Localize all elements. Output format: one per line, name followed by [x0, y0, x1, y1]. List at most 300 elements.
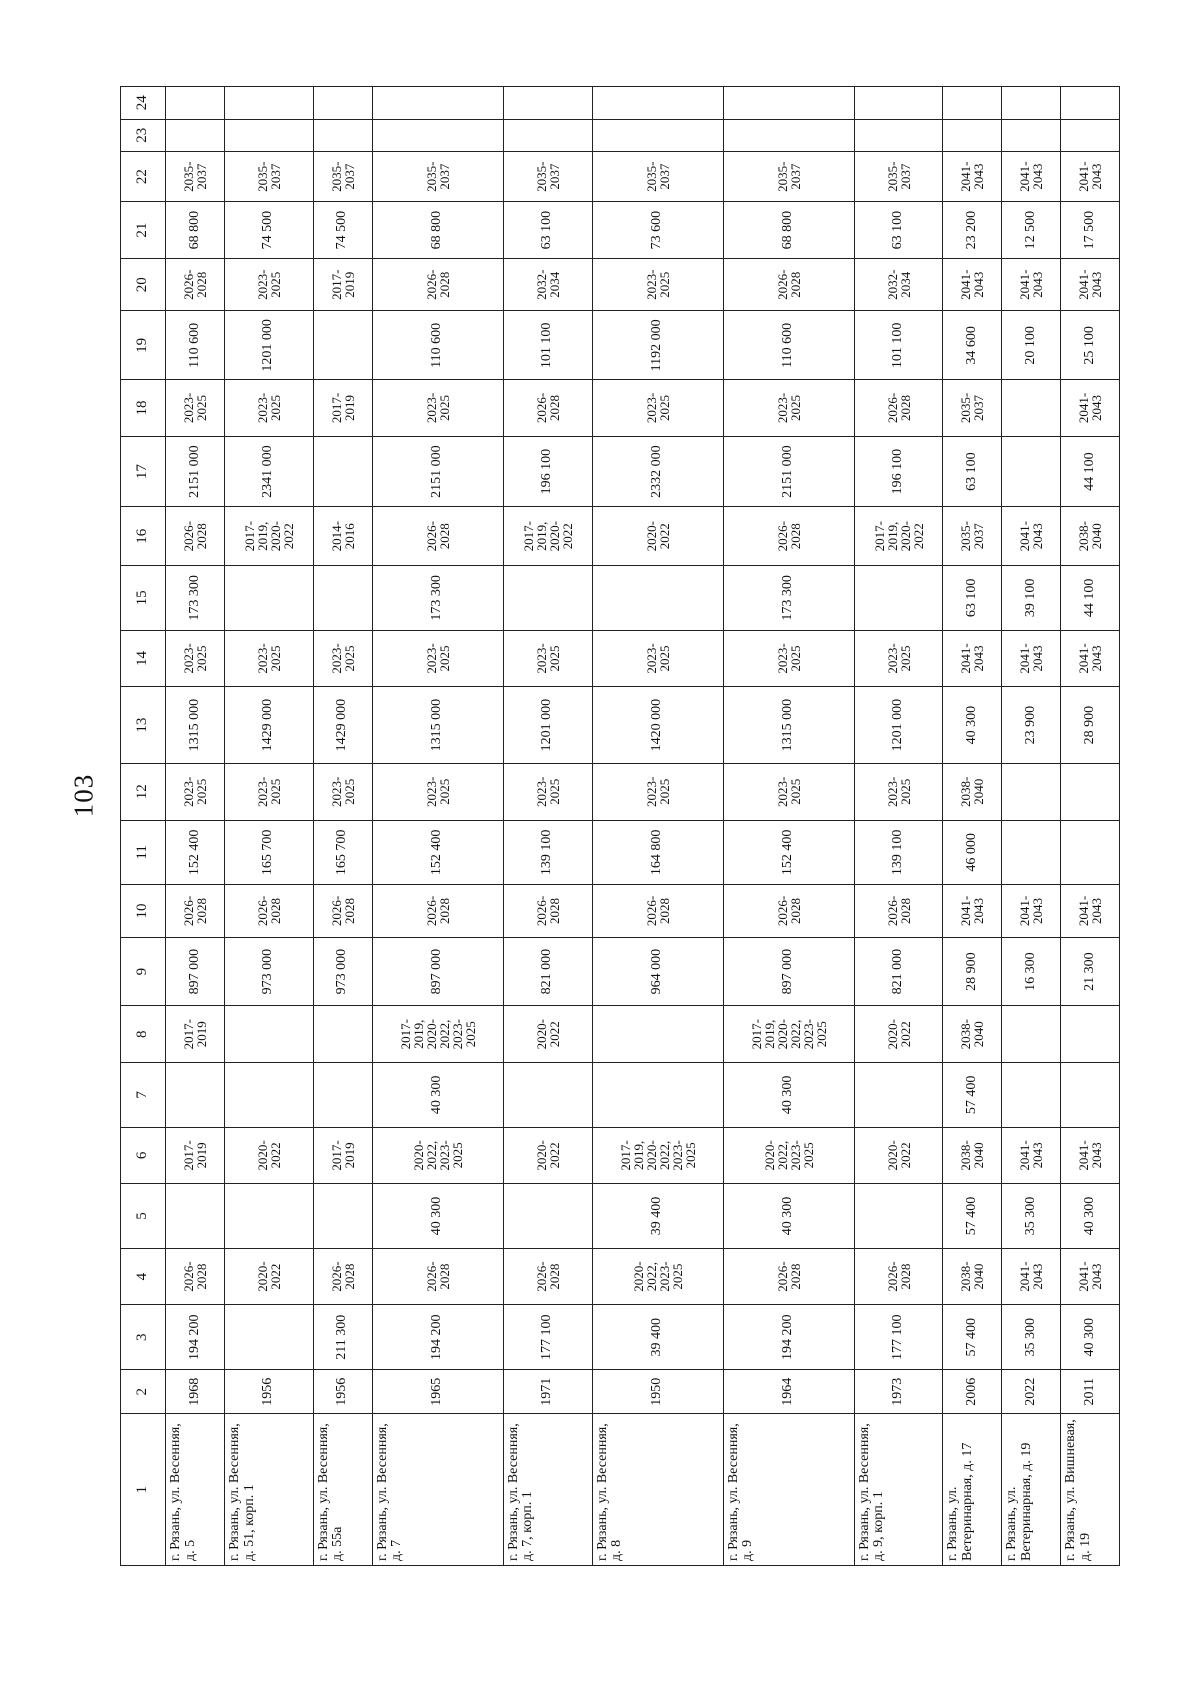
table-cell	[313, 87, 372, 120]
table-cell	[1061, 1006, 1120, 1063]
table-cell: 1192 000	[592, 311, 723, 380]
column-header-13: 13	[121, 687, 166, 764]
table-cell: 2026- 2028	[166, 507, 225, 566]
table-cell: 2023- 2025	[854, 630, 943, 687]
housing-repair-schedule-table	[120, 86, 1120, 1566]
table-row	[1061, 87, 1120, 1566]
column-header-16: 16	[121, 507, 166, 566]
table-cell: 74 500	[224, 202, 313, 259]
table-cell: 194 200	[723, 1305, 854, 1370]
table-cell: 40 300	[1061, 1184, 1120, 1249]
table-cell: 35 300	[1002, 1305, 1061, 1370]
table-cell	[1061, 119, 1120, 151]
table-cell: 23 900	[1002, 687, 1061, 764]
table-cell: 1420 000	[592, 687, 723, 764]
table-cell: 2026- 2028	[723, 258, 854, 311]
table-cell: 2041- 2043	[1002, 1127, 1061, 1184]
table-cell	[1061, 87, 1120, 120]
table-cell: 40 300	[372, 1184, 503, 1249]
column-header-24: 24	[121, 87, 166, 120]
table-cell	[503, 1184, 592, 1249]
table-cell: 2041- 2043	[943, 258, 1002, 311]
table-cell: 2041- 2043	[1061, 630, 1120, 687]
table-cell: 2041- 2043	[1002, 1248, 1061, 1305]
table-cell: 173 300	[372, 566, 503, 631]
table-cell: 2023- 2025	[503, 764, 592, 821]
table-cell	[166, 1062, 225, 1127]
table-cell: 1950	[592, 1370, 723, 1414]
table-cell: 973 000	[313, 937, 372, 1006]
table-cell: 2035- 2037	[372, 151, 503, 202]
table-cell: 1973	[854, 1370, 943, 1414]
table-cell: 2023- 2025	[592, 764, 723, 821]
column-header-10: 10	[121, 885, 166, 938]
address-cell: г. Рязань, ул. Весенняя, д. 9	[723, 1414, 854, 1566]
table-cell: 2032- 2034	[854, 258, 943, 311]
table-cell	[503, 1062, 592, 1127]
column-header-23: 23	[121, 119, 166, 151]
table-cell: 2023- 2025	[224, 258, 313, 311]
table-cell: 34 600	[943, 311, 1002, 380]
table-cell: 68 800	[372, 202, 503, 259]
table-cell: 57 400	[943, 1062, 1002, 1127]
table-cell	[854, 119, 943, 151]
table-body	[166, 87, 1120, 1566]
table-cell: 2023- 2025	[723, 380, 854, 437]
table-cell: 2026- 2028	[224, 885, 313, 938]
table-cell: 2017- 2019	[313, 1127, 372, 1184]
table-cell: 2022	[1002, 1370, 1061, 1414]
table-cell: 2023- 2025	[224, 380, 313, 437]
table-cell: 40 300	[723, 1184, 854, 1249]
table-cell: 2006	[943, 1370, 1002, 1414]
table-cell: 2341 000	[224, 436, 313, 507]
column-header-1: 1	[121, 1414, 166, 1566]
table-cell	[503, 87, 592, 120]
table-cell: 2023- 2025	[166, 630, 225, 687]
table-cell	[943, 119, 1002, 151]
table-cell: 2023- 2025	[854, 764, 943, 821]
table-row	[854, 87, 943, 1566]
table-cell: 1315 000	[723, 687, 854, 764]
column-header-20: 20	[121, 258, 166, 311]
table-cell: 1956	[224, 1370, 313, 1414]
column-header-2: 2	[121, 1370, 166, 1414]
table-cell: 2020- 2022	[592, 507, 723, 566]
table-cell: 173 300	[723, 566, 854, 631]
table-cell	[372, 87, 503, 120]
table-cell	[224, 119, 313, 151]
table-cell: 2017- 2019	[313, 380, 372, 437]
table-cell	[313, 566, 372, 631]
table-cell: 2041- 2043	[1061, 1248, 1120, 1305]
table-cell: 1971	[503, 1370, 592, 1414]
table-cell: 2023- 2025	[166, 764, 225, 821]
address-cell: г. Рязань, ул. Ветеринарная, д. 17	[943, 1414, 1002, 1566]
column-header-18: 18	[121, 380, 166, 437]
table-cell: 1315 000	[166, 687, 225, 764]
table-cell: 2017- 2019, 2020- 2022, 2023- 2025	[592, 1127, 723, 1184]
table-cell	[1002, 87, 1061, 120]
table-cell: 897 000	[372, 937, 503, 1006]
table-cell: 2041- 2043	[943, 151, 1002, 202]
table-cell: 1965	[372, 1370, 503, 1414]
table-cell	[1002, 1006, 1061, 1063]
table-cell: 2023- 2025	[224, 630, 313, 687]
page-number: 103	[68, 773, 99, 818]
table-cell: 2020- 2022	[224, 1248, 313, 1305]
table-cell	[854, 1062, 943, 1127]
table-cell: 2041- 2043	[1061, 380, 1120, 437]
table-cell: 194 200	[372, 1305, 503, 1370]
table-cell	[592, 566, 723, 631]
table-cell	[224, 1305, 313, 1370]
table-cell: 17 500	[1061, 202, 1120, 259]
table-cell: 2023- 2025	[313, 630, 372, 687]
table-cell: 46 000	[943, 820, 1002, 885]
table-cell: 2026- 2028	[723, 507, 854, 566]
table-cell: 2026- 2028	[372, 507, 503, 566]
table-cell: 196 100	[854, 436, 943, 507]
table-cell	[224, 1184, 313, 1249]
table-cell: 2032- 2034	[503, 258, 592, 311]
table-cell: 1429 000	[224, 687, 313, 764]
table-cell	[503, 119, 592, 151]
column-header-21: 21	[121, 202, 166, 259]
table-cell	[1002, 119, 1061, 151]
table-cell	[1061, 764, 1120, 821]
table-cell	[854, 87, 943, 120]
table-cell	[592, 1006, 723, 1063]
table-cell: 897 000	[723, 937, 854, 1006]
table-cell	[224, 566, 313, 631]
table-cell: 2035- 2037	[854, 151, 943, 202]
table-cell	[1061, 1062, 1120, 1127]
table-cell: 2023- 2025	[224, 764, 313, 821]
table-cell: 2038- 2040	[943, 1248, 1002, 1305]
column-header-12: 12	[121, 764, 166, 821]
table-cell	[313, 1062, 372, 1127]
table-cell	[1061, 820, 1120, 885]
table-cell: 1956	[313, 1370, 372, 1414]
address-cell: г. Рязань, ул. Ветеринарная, д. 19	[1002, 1414, 1061, 1566]
table-cell: 57 400	[943, 1305, 1002, 1370]
table-cell: 2026- 2028	[503, 380, 592, 437]
table-cell: 101 100	[503, 311, 592, 380]
address-cell: г. Рязань, ул. Весенняя, д. 5	[166, 1414, 225, 1566]
table-cell	[224, 87, 313, 120]
table-cell: 2041- 2043	[1061, 1127, 1120, 1184]
table-cell: 1968	[166, 1370, 225, 1414]
table-cell: 2020- 2022	[224, 1127, 313, 1184]
table-cell: 164 800	[592, 820, 723, 885]
column-header-8: 8	[121, 1006, 166, 1063]
table-cell	[592, 1062, 723, 1127]
table-cell: 152 400	[166, 820, 225, 885]
table-row	[166, 87, 225, 1566]
table-cell: 139 100	[854, 820, 943, 885]
address-cell: г. Рязань, ул. Весенняя, д. 51, корп. 1	[224, 1414, 313, 1566]
table-cell: 39 400	[592, 1305, 723, 1370]
table-cell: 964 000	[592, 937, 723, 1006]
column-header-11: 11	[121, 820, 166, 885]
table-cell: 101 100	[854, 311, 943, 380]
table-cell: 152 400	[723, 820, 854, 885]
table-cell: 2041- 2043	[943, 630, 1002, 687]
table-cell	[1002, 764, 1061, 821]
table-cell	[592, 87, 723, 120]
table-cell: 28 900	[1061, 687, 1120, 764]
table-cell: 177 100	[503, 1305, 592, 1370]
table-cell: 2020- 2022, 2023- 2025	[592, 1248, 723, 1305]
table-cell: 2020- 2022, 2023- 2025	[372, 1127, 503, 1184]
table-cell: 2023- 2025	[313, 764, 372, 821]
table-cell: 2035- 2037	[503, 151, 592, 202]
table-cell: 2017- 2019	[313, 258, 372, 311]
table-row	[503, 87, 592, 1566]
table-cell: 2151 000	[372, 436, 503, 507]
table-cell: 2026- 2028	[854, 1248, 943, 1305]
table-cell: 2026- 2028	[166, 1248, 225, 1305]
table-cell: 2017- 2019	[166, 1006, 225, 1063]
table-cell: 177 100	[854, 1305, 943, 1370]
table-cell	[943, 87, 1002, 120]
column-number-header-row	[121, 87, 166, 1566]
table-cell: 28 900	[943, 937, 1002, 1006]
table-cell	[854, 1184, 943, 1249]
table-row	[313, 87, 372, 1566]
table-cell: 2035- 2037	[943, 380, 1002, 437]
table-cell: 2041- 2043	[1002, 258, 1061, 311]
table-row	[224, 87, 313, 1566]
table-cell: 821 000	[854, 937, 943, 1006]
table-cell: 2041- 2043	[1061, 885, 1120, 938]
table-cell: 40 300	[943, 687, 1002, 764]
table-row	[943, 87, 1002, 1566]
table-cell: 2026- 2028	[503, 885, 592, 938]
table-cell	[1002, 820, 1061, 885]
table-cell: 2011	[1061, 1370, 1120, 1414]
column-header-5: 5	[121, 1184, 166, 1249]
table-cell: 74 500	[313, 202, 372, 259]
column-header-19: 19	[121, 311, 166, 380]
column-header-15: 15	[121, 566, 166, 631]
table-cell: 2026- 2028	[313, 885, 372, 938]
table-cell: 73 600	[592, 202, 723, 259]
column-header-22: 22	[121, 151, 166, 202]
table-cell	[166, 87, 225, 120]
table-cell: 1429 000	[313, 687, 372, 764]
table-cell: 2020- 2022	[854, 1127, 943, 1184]
table-cell	[1002, 1062, 1061, 1127]
table-cell: 2014- 2016	[313, 507, 372, 566]
table-cell: 2023- 2025	[592, 380, 723, 437]
table-cell: 897 000	[166, 937, 225, 1006]
table-cell: 2035- 2037	[224, 151, 313, 202]
table-cell: 2020- 2022, 2023- 2025	[723, 1127, 854, 1184]
table-cell: 2020- 2022	[503, 1006, 592, 1063]
table-cell: 2023- 2025	[372, 380, 503, 437]
table-cell: 2038- 2040	[943, 764, 1002, 821]
table-cell	[224, 1062, 313, 1127]
table-cell: 39 400	[592, 1184, 723, 1249]
table-cell: 44 100	[1061, 436, 1120, 507]
table-cell: 2035- 2037	[166, 151, 225, 202]
table-cell: 165 700	[313, 820, 372, 885]
table-cell: 25 100	[1061, 311, 1120, 380]
table-cell: 63 100	[943, 436, 1002, 507]
table-cell	[592, 119, 723, 151]
table-cell: 2017- 2019, 2020- 2022	[224, 507, 313, 566]
column-header-7: 7	[121, 1062, 166, 1127]
table-cell: 2026- 2028	[723, 885, 854, 938]
table-cell: 110 600	[372, 311, 503, 380]
table-cell: 16 300	[1002, 937, 1061, 1006]
table-cell: 1201 000	[503, 687, 592, 764]
column-header-6: 6	[121, 1127, 166, 1184]
column-header-17: 17	[121, 436, 166, 507]
table-cell: 23 200	[943, 202, 1002, 259]
table-cell: 2026- 2028	[372, 1248, 503, 1305]
table-cell: 68 800	[166, 202, 225, 259]
table-cell: 68 800	[723, 202, 854, 259]
table-cell: 2026- 2028	[166, 885, 225, 938]
table-cell: 2041- 2043	[943, 885, 1002, 938]
table-cell: 2041- 2043	[1061, 258, 1120, 311]
address-cell: г. Рязань, ул. Вишневая, д. 19	[1061, 1414, 1120, 1566]
table-cell: 44 100	[1061, 566, 1120, 631]
table-cell: 40 300	[1061, 1305, 1120, 1370]
table-cell: 2023- 2025	[723, 630, 854, 687]
table-cell: 2026- 2028	[592, 885, 723, 938]
table-cell: 35 300	[1002, 1184, 1061, 1249]
table-cell: 2035- 2037	[313, 151, 372, 202]
table-cell: 2026- 2028	[503, 1248, 592, 1305]
table-cell	[723, 87, 854, 120]
table-cell: 2035- 2037	[592, 151, 723, 202]
table-cell: 12 500	[1002, 202, 1061, 259]
table-cell: 2026- 2028	[313, 1248, 372, 1305]
address-cell: г. Рязань, ул. Весенняя, д. 8	[592, 1414, 723, 1566]
table-cell: 2151 000	[723, 436, 854, 507]
table-cell: 2035- 2037	[943, 507, 1002, 566]
table-cell: 2023- 2025	[503, 630, 592, 687]
address-cell: г. Рязань, ул. Весенняя, д. 9, корп. 1	[854, 1414, 943, 1566]
table-cell: 821 000	[503, 937, 592, 1006]
rotated-table-wrapper	[120, 86, 1120, 1566]
table-cell: 1964	[723, 1370, 854, 1414]
table-cell	[166, 119, 225, 151]
table-cell: 211 300	[313, 1305, 372, 1370]
table-cell: 973 000	[224, 937, 313, 1006]
table-cell: 1315 000	[372, 687, 503, 764]
table-cell: 2026- 2028	[372, 885, 503, 938]
table-cell	[723, 119, 854, 151]
table-cell: 2020- 2022	[503, 1127, 592, 1184]
column-header-14: 14	[121, 630, 166, 687]
table-cell: 139 100	[503, 820, 592, 885]
table-cell	[313, 1184, 372, 1249]
table-cell: 2026- 2028	[166, 258, 225, 311]
table-cell: 2017- 2019, 2020- 2022, 2023- 2025	[723, 1006, 854, 1063]
table-cell: 2026- 2028	[723, 1248, 854, 1305]
table-cell: 2041- 2043	[1002, 507, 1061, 566]
table-row	[372, 87, 503, 1566]
column-header-4: 4	[121, 1248, 166, 1305]
table-cell: 1201 000	[224, 311, 313, 380]
table-cell	[503, 566, 592, 631]
table-cell: 39 100	[1002, 566, 1061, 631]
address-cell: г. Рязань, ул. Весенняя, д. 7, корп. 1	[503, 1414, 592, 1566]
table-cell: 2038- 2040	[943, 1006, 1002, 1063]
table-cell	[313, 119, 372, 151]
table-cell: 2041- 2043	[1002, 885, 1061, 938]
address-cell: г. Рязань, ул. Весенняя, д. 55а	[313, 1414, 372, 1566]
column-header-9: 9	[121, 937, 166, 1006]
table-cell: 2017- 2019	[166, 1127, 225, 1184]
table-row	[1002, 87, 1061, 1566]
table-cell: 2023- 2025	[592, 258, 723, 311]
table-cell	[1002, 380, 1061, 437]
table-cell: 2332 000	[592, 436, 723, 507]
table-cell: 110 600	[166, 311, 225, 380]
table-cell: 63 100	[854, 202, 943, 259]
table-cell	[313, 436, 372, 507]
table-cell: 21 300	[1061, 937, 1120, 1006]
table-cell: 2017- 2019, 2020- 2022	[503, 507, 592, 566]
address-cell: г. Рязань, ул. Весенняя, д. 7	[372, 1414, 503, 1566]
table-cell: 194 200	[166, 1305, 225, 1370]
table-cell: 20 100	[1002, 311, 1061, 380]
table-cell: 2023- 2025	[372, 630, 503, 687]
table-cell	[854, 566, 943, 631]
table-cell: 2026- 2028	[854, 885, 943, 938]
table-cell: 40 300	[723, 1062, 854, 1127]
table-cell: 2026- 2028	[854, 380, 943, 437]
table-cell: 2017- 2019, 2020- 2022, 2023- 2025	[372, 1006, 503, 1063]
table-cell: 2038- 2040	[1061, 507, 1120, 566]
table-cell: 110 600	[723, 311, 854, 380]
column-header-3: 3	[121, 1305, 166, 1370]
table-cell: 2026- 2028	[372, 258, 503, 311]
table-cell: 63 100	[503, 202, 592, 259]
table-cell: 2020- 2022	[854, 1006, 943, 1063]
table-cell: 2023- 2025	[166, 380, 225, 437]
table-cell: 165 700	[224, 820, 313, 885]
table-cell: 2041- 2043	[1002, 151, 1061, 202]
table-cell: 173 300	[166, 566, 225, 631]
table-cell: 2023- 2025	[723, 764, 854, 821]
table-cell: 2038- 2040	[943, 1127, 1002, 1184]
table-cell	[372, 119, 503, 151]
table-row	[723, 87, 854, 1566]
table-cell: 57 400	[943, 1184, 1002, 1249]
table-cell: 2041- 2043	[1061, 151, 1120, 202]
table-cell: 2023- 2025	[592, 630, 723, 687]
table-cell	[224, 1006, 313, 1063]
table-cell	[313, 311, 372, 380]
table-cell: 63 100	[943, 566, 1002, 631]
table-row	[592, 87, 723, 1566]
table-cell: 2041- 2043	[1002, 630, 1061, 687]
table-cell: 2017- 2019, 2020- 2022	[854, 507, 943, 566]
table-cell: 152 400	[372, 820, 503, 885]
table-cell: 2023- 2025	[372, 764, 503, 821]
table-cell: 196 100	[503, 436, 592, 507]
table-cell	[1002, 436, 1061, 507]
table-cell	[166, 1184, 225, 1249]
table-cell: 2151 000	[166, 436, 225, 507]
